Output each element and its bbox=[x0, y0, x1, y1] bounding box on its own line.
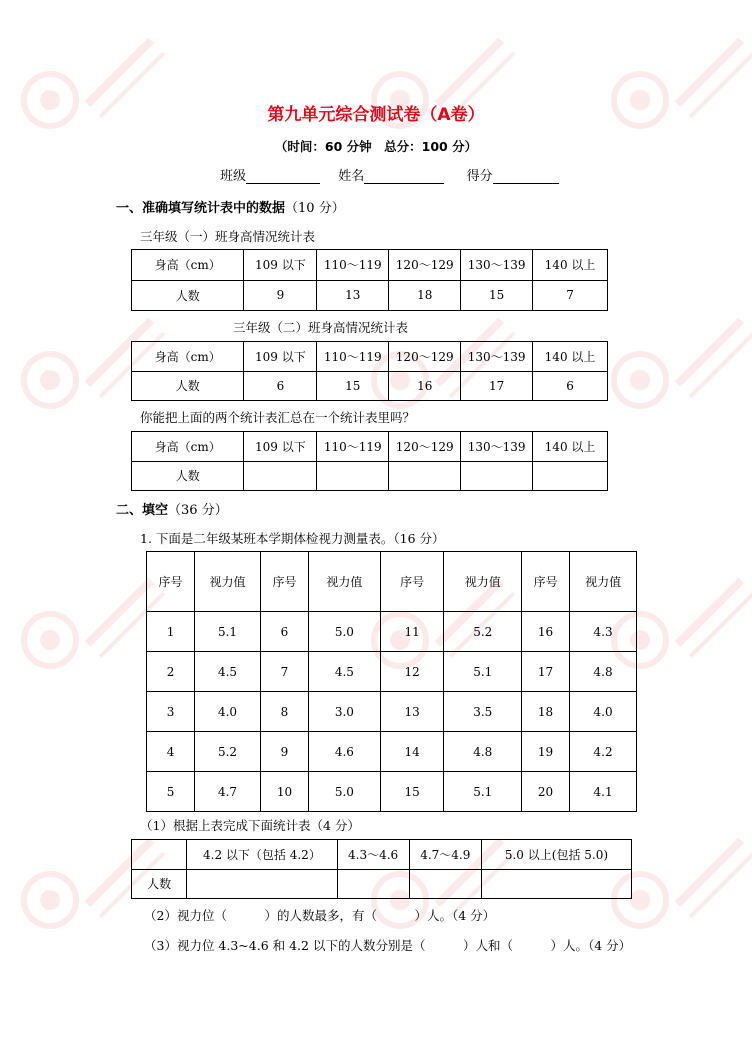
vision-value-cell: 4.5 bbox=[309, 652, 381, 692]
table-row bbox=[147, 652, 637, 692]
value-cell: 17 bbox=[461, 371, 533, 401]
student-info bbox=[220, 165, 559, 184]
value-cell: 7 bbox=[533, 280, 608, 311]
vision-table bbox=[146, 551, 637, 812]
header-cell: 109 以下 bbox=[244, 250, 317, 281]
header-cell: 130～139 bbox=[461, 432, 533, 462]
header-cell: 110～119 bbox=[317, 432, 389, 462]
merge-question: 你能把上面的两个统计表汇总在一个统计表里吗？ bbox=[140, 410, 416, 425]
value-cell: 16 bbox=[389, 371, 461, 401]
serial-cell: 5 bbox=[147, 772, 195, 812]
table1-title: 三年级（一）班身高情况统计表 bbox=[140, 229, 316, 244]
header-cell: 身高（cm） bbox=[132, 432, 244, 462]
value-cell: 9 bbox=[244, 280, 317, 311]
vision-value-cell: 5.1 bbox=[195, 612, 261, 652]
question-1: 1. 下面是二年级某班本学期体检视力测量表。（16 分） bbox=[140, 531, 445, 546]
answer-cell[interactable] bbox=[317, 461, 389, 491]
height-table-class2 bbox=[131, 341, 608, 401]
value-cell: 13 bbox=[317, 280, 389, 311]
header-cell: 序号 bbox=[380, 552, 444, 612]
header-cell: 视力值 bbox=[309, 552, 381, 612]
serial-cell: 13 bbox=[380, 692, 444, 732]
row-label-cell: 人数 bbox=[132, 869, 187, 899]
serial-cell: 9 bbox=[260, 732, 308, 772]
serial-cell: 18 bbox=[521, 692, 569, 732]
vision-value-cell: 5.2 bbox=[195, 732, 261, 772]
answer-cell[interactable] bbox=[187, 869, 337, 899]
header-cell: 110～119 bbox=[317, 342, 389, 372]
table-row bbox=[147, 732, 637, 772]
header-cell: 身高（cm） bbox=[132, 342, 244, 372]
serial-cell: 16 bbox=[521, 612, 569, 652]
value-cell: 15 bbox=[461, 280, 533, 311]
header-cell: 序号 bbox=[260, 552, 308, 612]
header-cell: 4.7～4.9 bbox=[409, 840, 481, 870]
vision-value-cell: 3.5 bbox=[444, 692, 522, 732]
answer-cell[interactable] bbox=[481, 869, 631, 899]
header-cell: 视力值 bbox=[444, 552, 522, 612]
serial-cell: 6 bbox=[260, 612, 308, 652]
header-cell: 130～139 bbox=[461, 250, 533, 281]
table2-title: 三年级（二）班身高情况统计表 bbox=[233, 320, 409, 335]
serial-cell: 20 bbox=[521, 772, 569, 812]
serial-cell: 17 bbox=[521, 652, 569, 692]
vision-summary-table bbox=[131, 839, 632, 899]
header-cell: 序号 bbox=[521, 552, 569, 612]
answer-cell[interactable] bbox=[337, 869, 409, 899]
answer-cell[interactable] bbox=[389, 461, 461, 491]
vision-value-cell: 4.7 bbox=[195, 772, 261, 812]
vision-value-cell: 5.0 bbox=[309, 772, 381, 812]
row-label-cell: 人数 bbox=[132, 461, 244, 491]
vision-value-cell: 4.2 bbox=[570, 732, 637, 772]
row-label-cell: 人数 bbox=[132, 371, 244, 401]
score-blank[interactable] bbox=[493, 169, 559, 184]
serial-cell: 12 bbox=[380, 652, 444, 692]
vision-value-cell: 3.0 bbox=[309, 692, 381, 732]
value-cell: 15 bbox=[317, 371, 389, 401]
header-cell: 4.2 以下（包括 4.2） bbox=[187, 840, 337, 870]
vision-value-cell: 5.0 bbox=[309, 612, 381, 652]
serial-cell: 4 bbox=[147, 732, 195, 772]
sub-question-1: （1）根据上表完成下面统计表（4 分） bbox=[140, 818, 360, 833]
class-label: 班级 bbox=[220, 169, 247, 184]
serial-cell: 8 bbox=[260, 692, 308, 732]
watermark-logo bbox=[10, 20, 190, 150]
name-label: 姓名 bbox=[338, 169, 365, 184]
header-cell: 视力值 bbox=[195, 552, 261, 612]
vision-value-cell: 5.1 bbox=[444, 652, 522, 692]
serial-cell: 7 bbox=[260, 652, 308, 692]
class-blank[interactable] bbox=[246, 169, 320, 184]
table-row bbox=[147, 772, 637, 812]
header-cell: 120～129 bbox=[389, 342, 461, 372]
table-row bbox=[147, 692, 637, 732]
table-row bbox=[147, 612, 637, 652]
value-cell: 6 bbox=[244, 371, 317, 401]
serial-cell: 11 bbox=[380, 612, 444, 652]
vision-value-cell: 4.6 bbox=[309, 732, 381, 772]
vision-value-cell: 4.1 bbox=[570, 772, 637, 812]
height-table-combined bbox=[131, 431, 608, 491]
page-subtitle: （时间：60 分钟 总分：100 分） bbox=[274, 139, 478, 154]
watermark-logo bbox=[600, 300, 752, 430]
header-cell: 140 以上 bbox=[533, 432, 608, 462]
vision-value-cell: 5.2 bbox=[444, 612, 522, 652]
section1-heading-text: 一、准确填写统计表中的数据 bbox=[116, 201, 286, 216]
vision-value-cell: 4.8 bbox=[570, 652, 637, 692]
header-cell: 130～139 bbox=[461, 342, 533, 372]
height-table-class1 bbox=[131, 249, 608, 311]
score-label: 得分 bbox=[466, 169, 493, 184]
header-cell: 视力值 bbox=[570, 552, 637, 612]
answer-cell[interactable] bbox=[244, 461, 317, 491]
header-cell: 140 以上 bbox=[533, 342, 608, 372]
answer-cell[interactable] bbox=[461, 461, 533, 491]
section1-heading bbox=[116, 197, 345, 216]
page-title: 第九单元综合测试卷（A卷） bbox=[267, 105, 485, 125]
watermark-logo bbox=[360, 20, 540, 150]
serial-cell: 2 bbox=[147, 652, 195, 692]
serial-cell: 1 bbox=[147, 612, 195, 652]
vision-value-cell: 4.5 bbox=[195, 652, 261, 692]
serial-cell: 14 bbox=[380, 732, 444, 772]
sub-question-2: （2）视力位（ ）的人数最多，有（ ）人。（4 分） bbox=[144, 908, 496, 923]
header-cell: 109 以下 bbox=[244, 342, 317, 372]
section1-points: （10 分） bbox=[285, 201, 345, 216]
section2-heading bbox=[116, 499, 228, 518]
name-blank[interactable] bbox=[364, 169, 444, 184]
header-cell: 120～129 bbox=[389, 250, 461, 281]
section2-heading-text: 二、填空 bbox=[116, 503, 169, 518]
value-cell: 18 bbox=[389, 280, 461, 311]
vision-value-cell: 4.3 bbox=[570, 612, 637, 652]
header-cell: 110～119 bbox=[317, 250, 389, 281]
header-cell: 序号 bbox=[147, 552, 195, 612]
header-cell: 5.0 以上(包括 5.0) bbox=[481, 840, 631, 870]
value-cell: 6 bbox=[533, 371, 608, 401]
serial-cell: 3 bbox=[147, 692, 195, 732]
section2-points: （36 分） bbox=[168, 503, 228, 518]
vision-value-cell: 4.8 bbox=[444, 732, 522, 772]
header-cell: 140 以上 bbox=[533, 250, 608, 281]
serial-cell: 15 bbox=[380, 772, 444, 812]
header-cell: 4.3～4.6 bbox=[337, 840, 409, 870]
watermark-logo bbox=[600, 20, 752, 150]
answer-cell[interactable] bbox=[409, 869, 481, 899]
vision-value-cell: 4.0 bbox=[195, 692, 261, 732]
vision-value-cell: 4.0 bbox=[570, 692, 637, 732]
serial-cell: 10 bbox=[260, 772, 308, 812]
answer-cell[interactable] bbox=[533, 461, 608, 491]
row-label-cell: 人数 bbox=[132, 280, 244, 311]
header-cell: 120～129 bbox=[389, 432, 461, 462]
header-cell: 109 以下 bbox=[244, 432, 317, 462]
serial-cell: 19 bbox=[521, 732, 569, 772]
vision-value-cell: 5.1 bbox=[444, 772, 522, 812]
header-cell: 身高（cm） bbox=[132, 250, 244, 281]
sub-question-3: （3）视力位 4.3~4.6 和 4.2 以下的人数分别是（ ）人和（ ）人。（4 分） bbox=[144, 938, 632, 953]
header-cell bbox=[132, 840, 187, 870]
